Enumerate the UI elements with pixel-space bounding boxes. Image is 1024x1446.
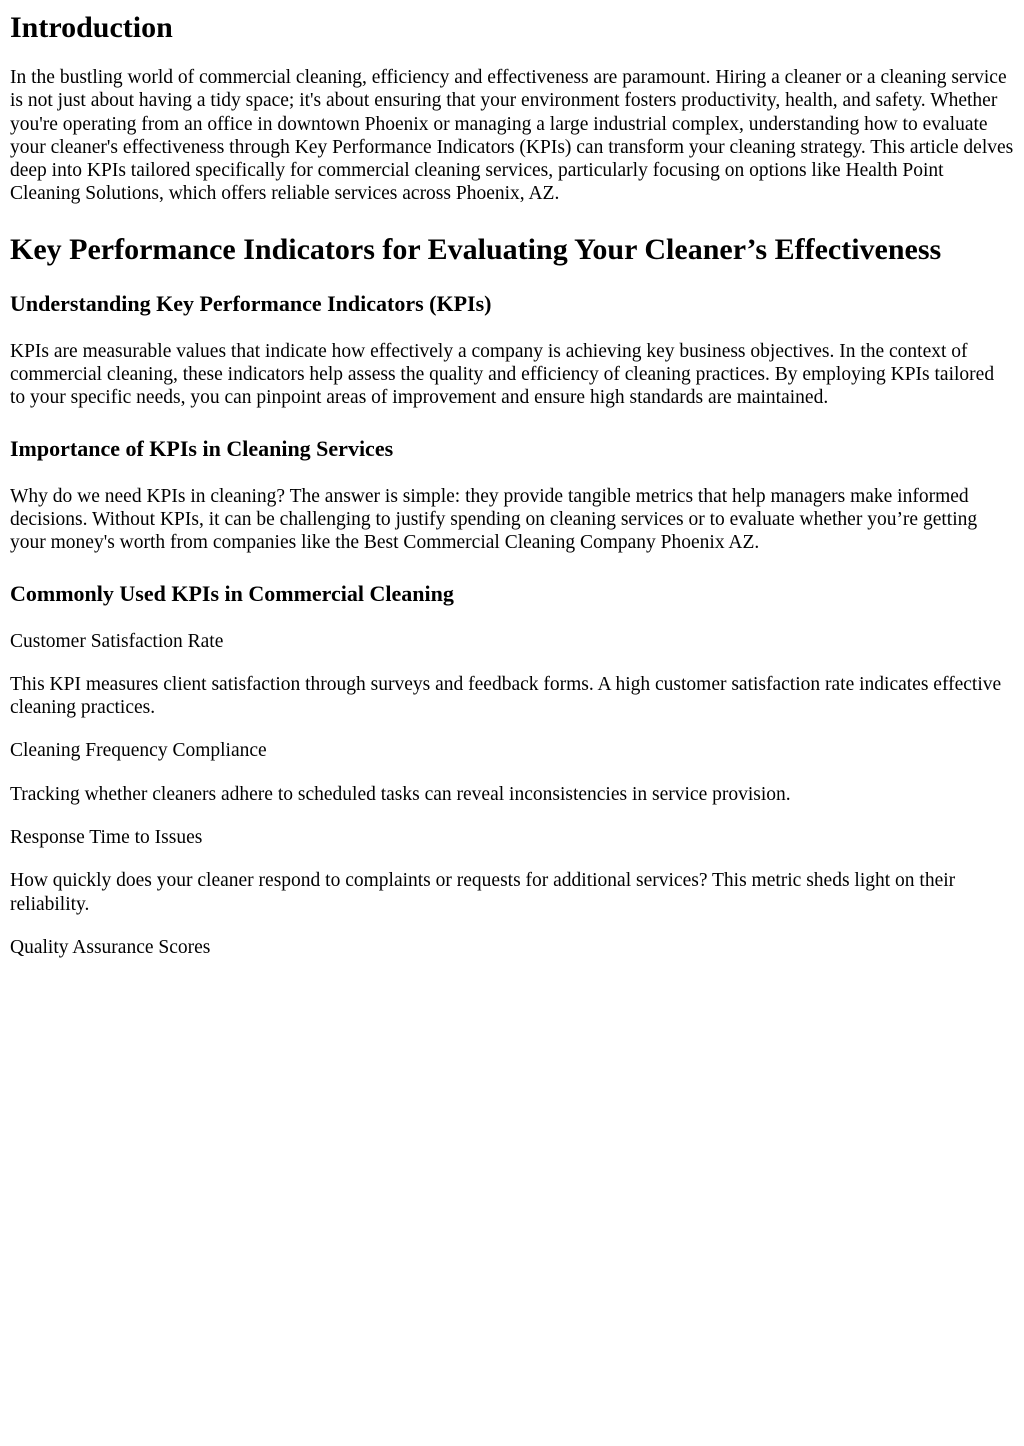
- kpi-item-text: How quickly does your cleaner respond to complaints or requests for additional services? This metric sheds light on their reliability.: [10, 870, 956, 915]
- intro-paragraph: In the bustling world of commercial cleaning, efficiency and effectiveness are paramount. Hiring a cleaner or a cleaning service is not just about having a tidy space; it's about ensuring that your environment fosters productivity, health, and safety. Whether you're operating from an office in downtown Phoenix or managing a large industrial complex, understanding how to evaluate your cleaner's effectiveness through Key Performance Indicators (KPIs) can transform your cleaning strategy. This article delves deep into KPIs tailored specifically for commercial cleaning services, particularly focusing on options like Health Point Cleaning Solutions, which offers reliable services across Phoenix, AZ.: [10, 67, 1014, 205]
- understanding-kpis-heading: Understanding Key Performance Indicators (KPIs): [10, 290, 492, 316]
- common-kpis-heading: Commonly Used KPIs in Commercial Cleaning: [10, 580, 454, 606]
- kpi-item-title: Cleaning Frequency Compliance: [10, 740, 267, 762]
- main-heading: Key Performance Indicators for Evaluating Your Cleaner’s Effectiveness: [10, 232, 942, 266]
- importance-kpis-heading: Importance of KPIs in Cleaning Services: [10, 435, 394, 461]
- kpi-item-title: Response Time to Issues: [10, 827, 203, 849]
- kpi-item-title: Quality Assurance Scores: [10, 936, 211, 958]
- importance-kpis-paragraph: Why do we need KPIs in cleaning? The answer is simple: they provide tangible metrics that help managers make informed decisions. Without KPIs, it can be challenging to justify spending on cleaning services or to evaluate whether you’re getting your money's worth from companies like the Best Commercial Cleaning Company Phoenix AZ.: [10, 485, 978, 554]
- intro-heading: Introduction: [10, 11, 173, 44]
- kpi-item-title: Customer Satisfaction Rate: [10, 630, 224, 652]
- kpi-item-text: This KPI measures client satisfaction through surveys and feedback forms. A high customer satisfaction rate indicates effective cleaning practices.: [10, 673, 1002, 719]
- kpi-item-text: Tracking whether cleaners adhere to scheduled tasks can reveal inconsistencies in service provision.: [10, 783, 791, 805]
- understanding-kpis-paragraph: KPIs are measurable values that indicate how effectively a company is achieving key business objectives. In the context of commercial cleaning, these indicators help assess the quality and efficiency of cleaning practices. By employing KPIs tailored to your specific needs, you can pinpoint areas of improvement and ensure high standards are maintained.: [10, 340, 995, 409]
